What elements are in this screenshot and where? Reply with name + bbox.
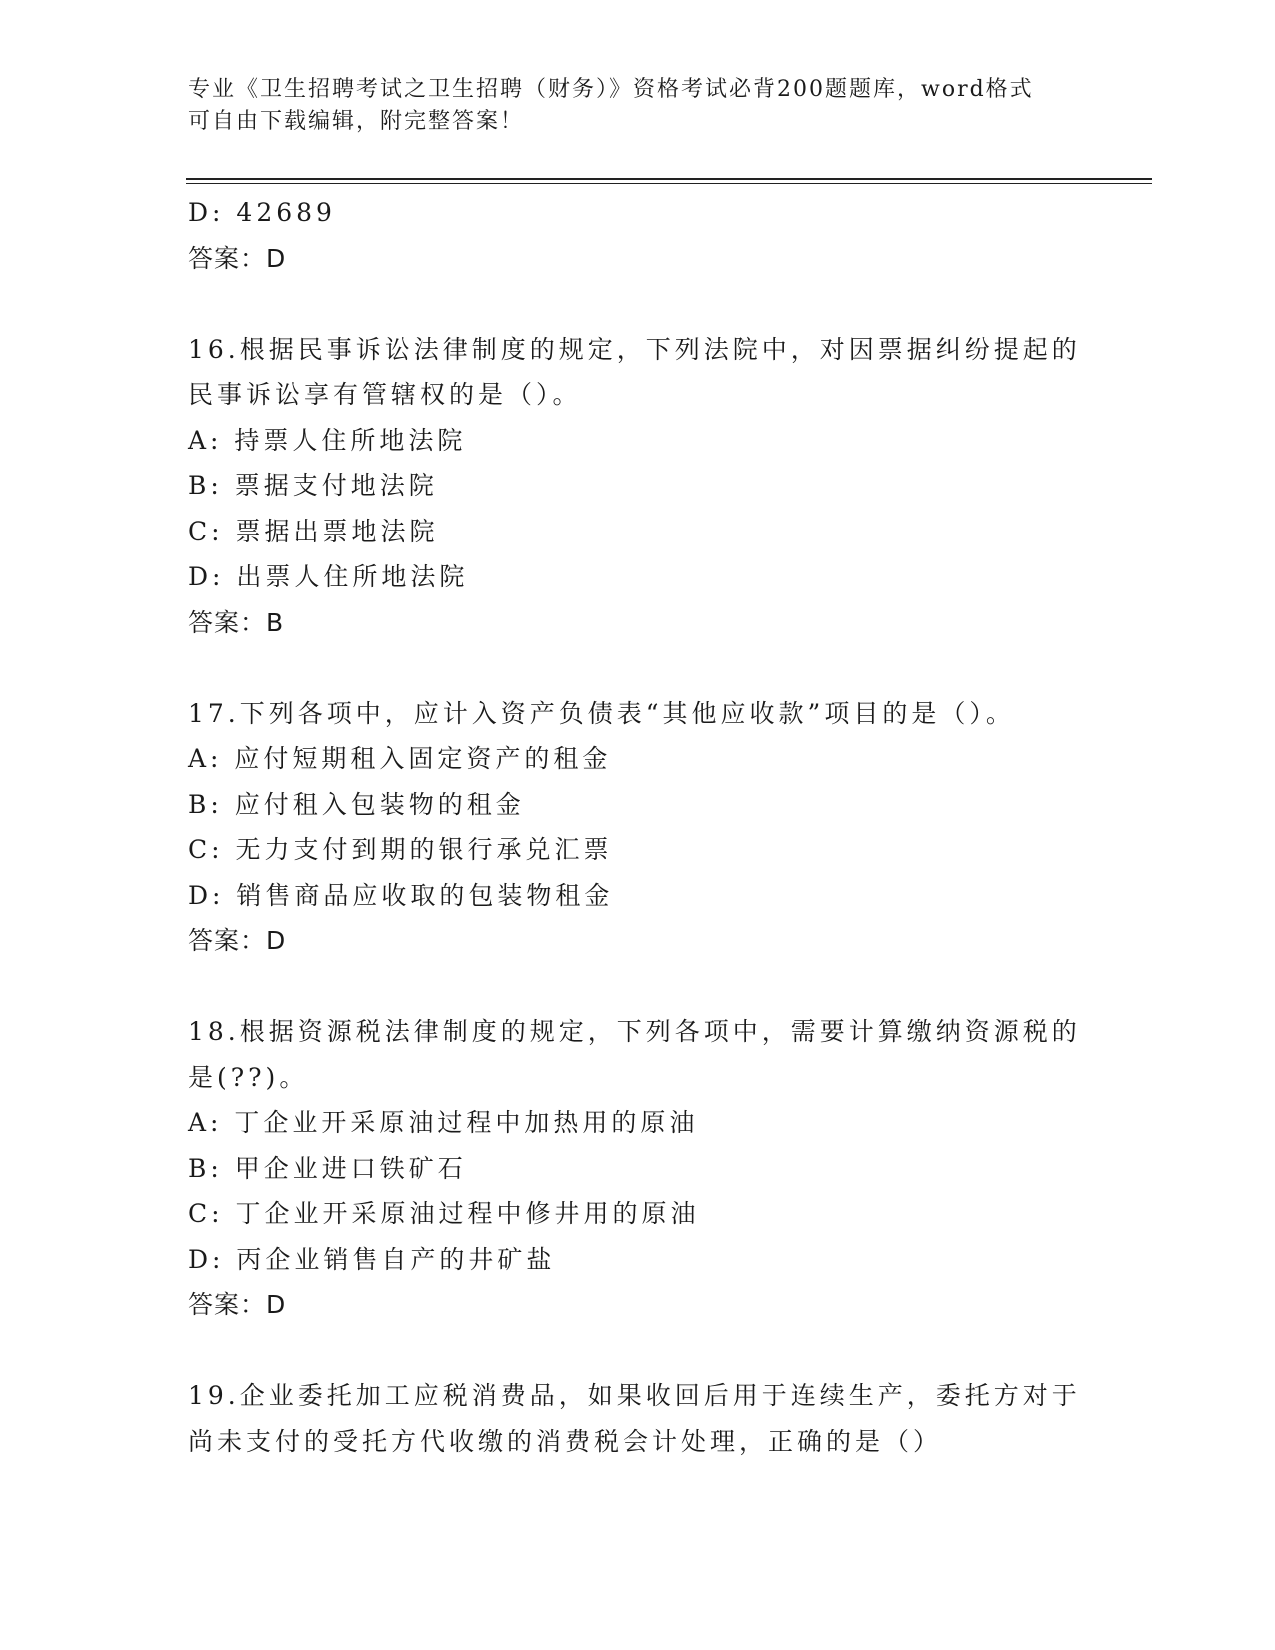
answer-line: 答案：B: [188, 607, 285, 637]
option-d: D: 销售商品应收取的包装物租金: [188, 880, 614, 910]
question-text-continued: 尚未支付的受托方代收缴的消费税会计处理，正确的是（）: [188, 1426, 943, 1456]
option-b: B: 甲企业进口铁矿石: [188, 1153, 467, 1183]
header-divider-thick: [186, 178, 1152, 180]
option-d: D: 出票人住所地法院: [188, 562, 469, 591]
option-a: A: 应付短期租入固定资产的租金: [188, 744, 612, 773]
question-text: 16.根据民事诉讼法律制度的规定，下列法院中，对因票据纠纷提起的: [188, 334, 1081, 364]
question-text: 17.下列各项中，应计入资产负债表“其他应收款”项目的是（）。: [188, 698, 1015, 728]
question-text-continued: 民事诉讼享有管辖权的是（）。: [188, 380, 582, 409]
question-text: 19.企业委托加工应税消费品，如果收回后用于连续生产，委托方对于: [188, 1381, 1081, 1410]
option-c: C: 票据出票地法院: [188, 516, 439, 546]
option-d: D: 丙企业销售自产的井矿盐: [188, 1244, 556, 1274]
spacer: [188, 645, 1088, 691]
spacer: [188, 1328, 1088, 1374]
spacer: [188, 964, 1088, 1010]
header-title-line-1: 专业《卫生招聘考试之卫生招聘（财务）》资格考试必背200题题库，word格式: [188, 77, 1034, 102]
question-19: [188, 1373, 1088, 1464]
question-text-continued: 是(??)。: [188, 1062, 309, 1092]
spacer: [188, 281, 1088, 327]
option-b: B: 票据支付地法院: [188, 471, 438, 500]
document-body: [188, 190, 1088, 1464]
header-divider-thin: [186, 183, 1152, 184]
option-c: C: 无力支付到期的银行承兑汇票: [188, 835, 613, 864]
option-a: A: 丁企业开采原油过程中加热用的原油: [188, 1108, 699, 1137]
question-17: [188, 691, 1088, 964]
answer-line: 答案：D: [188, 926, 287, 955]
option-c: C: 丁企业开采原油过程中修井用的原油: [188, 1199, 700, 1228]
question-16: [188, 327, 1088, 646]
option-d: D: 42689: [188, 198, 336, 227]
previous-question-tail: [188, 190, 1088, 281]
option-b: B: 应付租入包装物的租金: [188, 789, 525, 819]
option-a: A: 持票人住所地法院: [188, 425, 467, 455]
answer-line: 答案：D: [188, 243, 287, 273]
answer-line: 答案：D: [188, 1290, 287, 1319]
question-text: 18.根据资源税法律制度的规定，下列各项中，需要计算缴纳资源税的: [188, 1017, 1081, 1046]
document-header: [188, 74, 1088, 138]
header-title-line-2: 可自由下载编辑，附完整答案！: [188, 109, 525, 134]
question-18: [188, 1009, 1088, 1328]
